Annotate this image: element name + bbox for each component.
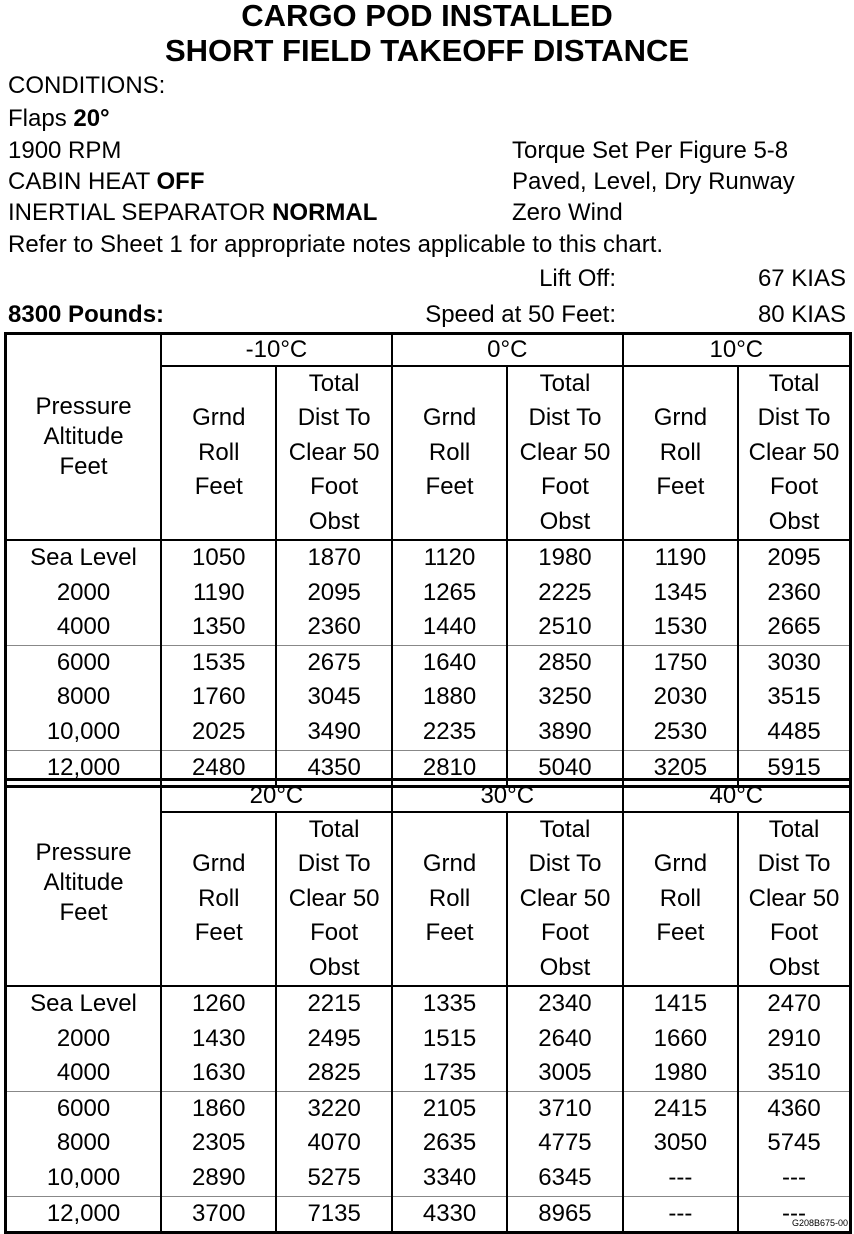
altitude-cell: 2000 <box>6 576 162 611</box>
ground-roll-cell: 1630 <box>161 1056 276 1091</box>
ground-roll-cell: 1260 <box>161 986 276 1022</box>
temperature-header-row <box>6 780 851 813</box>
pressure-altitude-header: Pressure Altitude Feet <box>6 780 162 987</box>
flaps-value: 20° <box>73 105 110 132</box>
ground-roll-cell: 1345 <box>623 576 738 611</box>
ground-roll-cell: 2025 <box>161 715 276 750</box>
altitude-cell: 6000 <box>6 645 162 680</box>
total-distance-header: Total Dist To Clear 50 Foot Obst <box>738 366 850 540</box>
ground-roll-cell: 1190 <box>623 540 738 576</box>
ground-roll-cell: 2810 <box>392 750 507 787</box>
total-distance-cell: 4070 <box>276 1126 391 1161</box>
total-distance-cell: 2360 <box>738 576 850 611</box>
ground-roll-cell: 2530 <box>623 715 738 750</box>
total-distance-cell: 5040 <box>507 750 622 787</box>
ground-roll-header: Grnd Roll Feet <box>161 366 276 540</box>
total-distance-cell: 5275 <box>276 1161 391 1196</box>
total-distance-cell: 2640 <box>507 1022 622 1057</box>
table-row <box>6 645 851 680</box>
ground-roll-cell: 2305 <box>161 1126 276 1161</box>
table-row <box>6 1161 851 1196</box>
figure-code: G208B675-00 <box>791 1218 848 1228</box>
flaps-label: Flaps <box>8 105 74 132</box>
temperature-header-row <box>6 334 851 367</box>
ground-roll-cell: 1860 <box>161 1091 276 1126</box>
ground-roll-cell: 2480 <box>161 750 276 787</box>
takeoff-table-cold <box>4 332 852 788</box>
table-row <box>6 576 851 611</box>
ground-roll-cell: 3205 <box>623 750 738 787</box>
ground-roll-cell: 3340 <box>392 1161 507 1196</box>
altitude-cell: 6000 <box>6 1091 162 1126</box>
total-distance-cell: 2340 <box>507 986 622 1022</box>
total-distance-header: Total Dist To Clear 50 Foot Obst <box>738 812 850 986</box>
flaps-condition <box>8 105 110 133</box>
ground-roll-cell: 1430 <box>161 1022 276 1057</box>
total-distance-cell: 2675 <box>276 645 391 680</box>
total-distance-cell: 3490 <box>276 715 391 750</box>
altitude-cell: 12,000 <box>6 750 162 787</box>
total-distance-cell: 3045 <box>276 680 391 715</box>
ground-roll-cell: 2890 <box>161 1161 276 1196</box>
inertial-separator-value: NORMAL <box>272 199 378 226</box>
total-distance-cell: 3510 <box>738 1056 850 1091</box>
chart-title-line1: CARGO POD INSTALLED <box>241 0 613 33</box>
total-distance-cell: 6345 <box>507 1161 622 1196</box>
cabin-heat-value: OFF <box>156 168 205 195</box>
chart-title-line2: SHORT FIELD TAKEOFF DISTANCE <box>164 33 690 68</box>
ground-roll-cell: --- <box>623 1196 738 1233</box>
altitude-cell: 10,000 <box>6 715 162 750</box>
ground-roll-cell: 1120 <box>392 540 507 576</box>
total-distance-cell: 2095 <box>738 540 850 576</box>
table-row <box>6 1196 851 1233</box>
table-row <box>6 680 851 715</box>
ground-roll-cell: 1535 <box>161 645 276 680</box>
temperature-header: 40°C <box>623 780 851 813</box>
total-distance-cell: 2510 <box>507 610 622 645</box>
altitude-cell: Sea Level <box>6 540 162 576</box>
total-distance-cell: 2470 <box>738 986 850 1022</box>
total-distance-cell: 3030 <box>738 645 850 680</box>
ground-roll-cell: 1735 <box>392 1056 507 1091</box>
altitude-cell: 2000 <box>6 1022 162 1057</box>
total-distance-header: Total Dist To Clear 50 Foot Obst <box>507 366 622 540</box>
ground-roll-cell: 1760 <box>161 680 276 715</box>
altitude-cell: 8000 <box>6 680 162 715</box>
total-distance-cell: 2215 <box>276 986 391 1022</box>
cabin-heat-condition <box>8 168 204 196</box>
total-distance-header: Total Dist To Clear 50 Foot Obst <box>276 366 391 540</box>
takeoff-table-warm <box>4 778 852 1234</box>
cabin-heat-label: CABIN HEAT <box>8 168 157 195</box>
total-distance-cell: 7135 <box>276 1196 391 1233</box>
altitude-cell: 4000 <box>6 610 162 645</box>
total-distance-cell: 5745 <box>738 1126 850 1161</box>
ground-roll-cell: 1530 <box>623 610 738 645</box>
table-row <box>6 1022 851 1057</box>
altitude-cell: 8000 <box>6 1126 162 1161</box>
ground-roll-cell: 2635 <box>392 1126 507 1161</box>
table-row <box>6 1056 851 1091</box>
temperature-header: 0°C <box>392 334 623 367</box>
total-distance-cell: 8965 <box>507 1196 622 1233</box>
speed-at-50-feet-value: 80 KIAS <box>757 301 846 328</box>
ground-roll-cell: 1050 <box>161 540 276 576</box>
total-distance-cell: 3220 <box>276 1091 391 1126</box>
temperature-header: 20°C <box>161 780 392 813</box>
speed-at-50-feet-label: Speed at 50 Feet: <box>425 301 616 328</box>
total-distance-cell: 3890 <box>507 715 622 750</box>
total-distance-cell: 2495 <box>276 1022 391 1057</box>
altitude-cell: 12,000 <box>6 1196 162 1233</box>
temperature-header: 30°C <box>392 780 623 813</box>
total-distance-cell: 2360 <box>276 610 391 645</box>
ground-roll-cell: 2415 <box>623 1091 738 1126</box>
total-distance-header: Total Dist To Clear 50 Foot Obst <box>507 812 622 986</box>
table-row <box>6 986 851 1022</box>
inertial-separator-label: INERTIAL SEPARATOR <box>8 199 273 226</box>
runway-condition: Paved, Level, Dry Runway <box>512 168 795 195</box>
ground-roll-cell: 1415 <box>623 986 738 1022</box>
ground-roll-cell: 1335 <box>392 986 507 1022</box>
ground-roll-cell: 2105 <box>392 1091 507 1126</box>
total-distance-cell: --- <box>738 1196 850 1233</box>
table-row <box>6 1126 851 1161</box>
torque-condition: Torque Set Per Figure 5-8 <box>512 137 789 164</box>
ground-roll-cell: 1880 <box>392 680 507 715</box>
total-distance-cell: 3710 <box>507 1091 622 1126</box>
table-row <box>6 540 851 576</box>
wind-condition: Zero Wind <box>512 199 623 226</box>
ground-roll-header: Grnd Roll Feet <box>623 812 738 986</box>
ground-roll-cell: 4330 <box>392 1196 507 1233</box>
total-distance-cell: 4360 <box>738 1091 850 1126</box>
table-row <box>6 610 851 645</box>
temperature-header: -10°C <box>161 334 392 367</box>
altitude-cell: 10,000 <box>6 1161 162 1196</box>
total-distance-cell: --- <box>738 1161 850 1196</box>
total-distance-cell: 4775 <box>507 1126 622 1161</box>
total-distance-cell: 2850 <box>507 645 622 680</box>
total-distance-cell: 2825 <box>276 1056 391 1091</box>
total-distance-header: Total Dist To Clear 50 Foot Obst <box>276 812 391 986</box>
total-distance-cell: 4485 <box>738 715 850 750</box>
total-distance-cell: 1870 <box>276 540 391 576</box>
total-distance-cell: 2910 <box>738 1022 850 1057</box>
ground-roll-cell: 1350 <box>161 610 276 645</box>
total-distance-cell: 4350 <box>276 750 391 787</box>
ground-roll-header: Grnd Roll Feet <box>392 366 507 540</box>
total-distance-cell: 2225 <box>507 576 622 611</box>
ground-roll-cell: 1265 <box>392 576 507 611</box>
liftoff-value: 67 KIAS <box>757 265 846 292</box>
ground-roll-cell: 3700 <box>161 1196 276 1233</box>
total-distance-cell: 2665 <box>738 610 850 645</box>
inertial-separator-condition <box>8 199 377 227</box>
sheet-note: Refer to Sheet 1 for appropriate notes applicable to this chart. <box>8 231 664 258</box>
total-distance-cell: 3005 <box>507 1056 622 1091</box>
ground-roll-cell: 1640 <box>392 645 507 680</box>
conditions-heading: CONDITIONS: <box>8 72 166 99</box>
ground-roll-cell: 1190 <box>161 576 276 611</box>
ground-roll-cell: 1515 <box>392 1022 507 1057</box>
ground-roll-cell: 1750 <box>623 645 738 680</box>
ground-roll-cell: 1980 <box>623 1056 738 1091</box>
weight-label: 8300 Pounds: <box>8 301 165 328</box>
total-distance-cell: 3515 <box>738 680 850 715</box>
altitude-cell: 4000 <box>6 1056 162 1091</box>
ground-roll-cell: 2030 <box>623 680 738 715</box>
ground-roll-header: Grnd Roll Feet <box>623 366 738 540</box>
ground-roll-cell: --- <box>623 1161 738 1196</box>
ground-roll-cell: 2235 <box>392 715 507 750</box>
liftoff-label: Lift Off: <box>539 265 616 292</box>
total-distance-cell: 3250 <box>507 680 622 715</box>
ground-roll-header: Grnd Roll Feet <box>392 812 507 986</box>
ground-roll-cell: 1660 <box>623 1022 738 1057</box>
ground-roll-cell: 3050 <box>623 1126 738 1161</box>
rpm-condition: 1900 RPM <box>8 137 122 164</box>
table-row <box>6 1091 851 1126</box>
altitude-cell: Sea Level <box>6 986 162 1022</box>
table-row <box>6 715 851 750</box>
total-distance-cell: 2095 <box>276 576 391 611</box>
pressure-altitude-header: Pressure Altitude Feet <box>6 334 162 541</box>
total-distance-cell: 5915 <box>738 750 850 787</box>
total-distance-cell: 1980 <box>507 540 622 576</box>
temperature-header: 10°C <box>623 334 851 367</box>
ground-roll-cell: 1440 <box>392 610 507 645</box>
ground-roll-header: Grnd Roll Feet <box>161 812 276 986</box>
